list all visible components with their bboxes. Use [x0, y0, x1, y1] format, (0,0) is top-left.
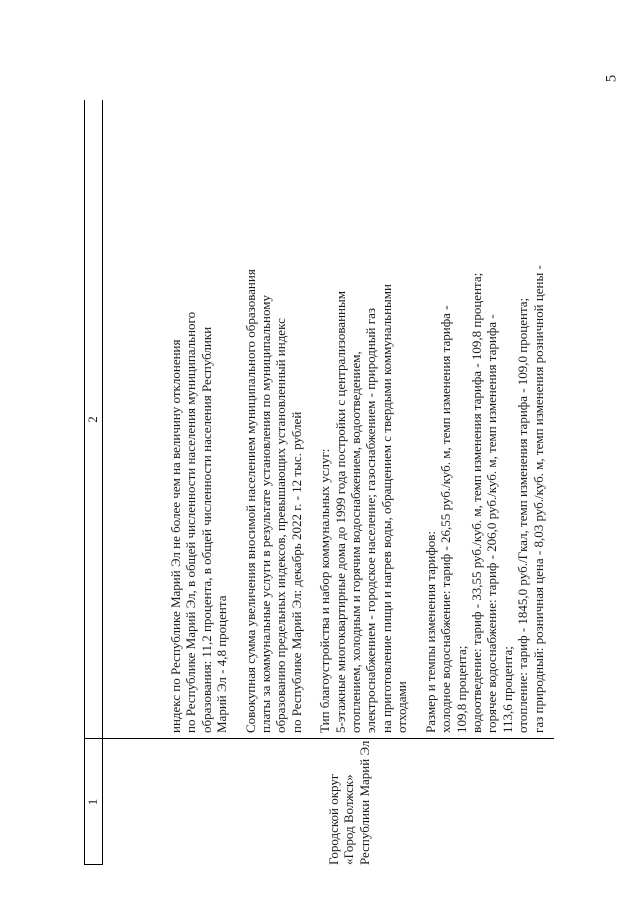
text-line: 5-этажные многоквартирные дома до 1999 года постройки с централизованным	[332, 291, 348, 733]
table-header-divider	[102, 100, 103, 865]
municipality-line: Республики Марий Эл	[356, 740, 372, 865]
municipality-line: «Город Волжск»	[341, 774, 357, 865]
table-column-divider	[84, 738, 554, 739]
text-line: водоотведение: тариф - 33,55 руб./куб. м, темп изменения тарифа - 109,8 процента;	[468, 272, 484, 733]
text-line: отходами	[394, 681, 410, 733]
text-line: отоплением, холодным и горячим водоснабжением, водоотведением,	[348, 351, 364, 733]
text-line: по Республике Марий Эл, в общей численности населения муниципального	[183, 311, 199, 733]
index-deviation-block	[168, 100, 230, 733]
column-header-1: 1	[85, 798, 100, 806]
text-line: электроснабжением - городское население; газоснабжением - природный газ	[363, 308, 379, 733]
text-line: Марий Эл - 4,8 процента	[214, 595, 230, 733]
page-number: 5	[602, 74, 619, 83]
services-type-block	[317, 100, 409, 733]
municipality-line: Городской округ	[326, 773, 341, 865]
text-line: Тип благоустройства и набор коммунальных услуг:	[317, 448, 333, 733]
text-line: Размер и темпы изменения тарифов:	[422, 530, 438, 733]
text-line: отопление: тариф - 1845,0 руб./Гкал, темп изменения тарифа - 109,0 процента;	[515, 297, 531, 733]
text-line: образованию предельных индексов, превышающих установленный индекс	[273, 318, 289, 733]
text-line: индекс по Республике Марий Эл не более чем на величину отклонения	[168, 339, 183, 733]
text-line: Совокупная сумма увеличения вносимой населением муниципального образования	[242, 269, 258, 733]
text-line: холодное водоснабжение: тариф - 26,55 руб./куб. м, темп изменения тарифа -	[438, 305, 454, 733]
text-line: платы за коммунальные услуги в результате установления по муниципальному	[258, 295, 274, 733]
tariffs-block	[423, 100, 546, 733]
municipality-cell	[326, 740, 372, 865]
text-line: горячее водоснабжение: тариф - 206,0 руб./куб. м, темп изменения тарифа -	[484, 314, 500, 733]
text-line: 109,8 процента;	[453, 645, 469, 733]
text-line: газ природный: розничная цена - 8,03 руб./куб. м, темп изменения розничной цены -	[530, 265, 546, 733]
text-line: образования: 11,2 процента, в общей численности населения Республики	[198, 326, 214, 733]
description-cell	[168, 100, 546, 733]
total-increase-block	[243, 100, 305, 733]
document-table	[84, 100, 554, 865]
text-line: 113,6 процента;	[499, 646, 515, 733]
text-line: на приготовление пищи и нагрев воды, обращением с твердыми коммунальными	[378, 284, 394, 733]
column-header-2: 2	[85, 416, 100, 423]
text-line: по Республике Марий Эл: декабрь 2022 г. - 12 тыс. рублей	[288, 411, 304, 733]
